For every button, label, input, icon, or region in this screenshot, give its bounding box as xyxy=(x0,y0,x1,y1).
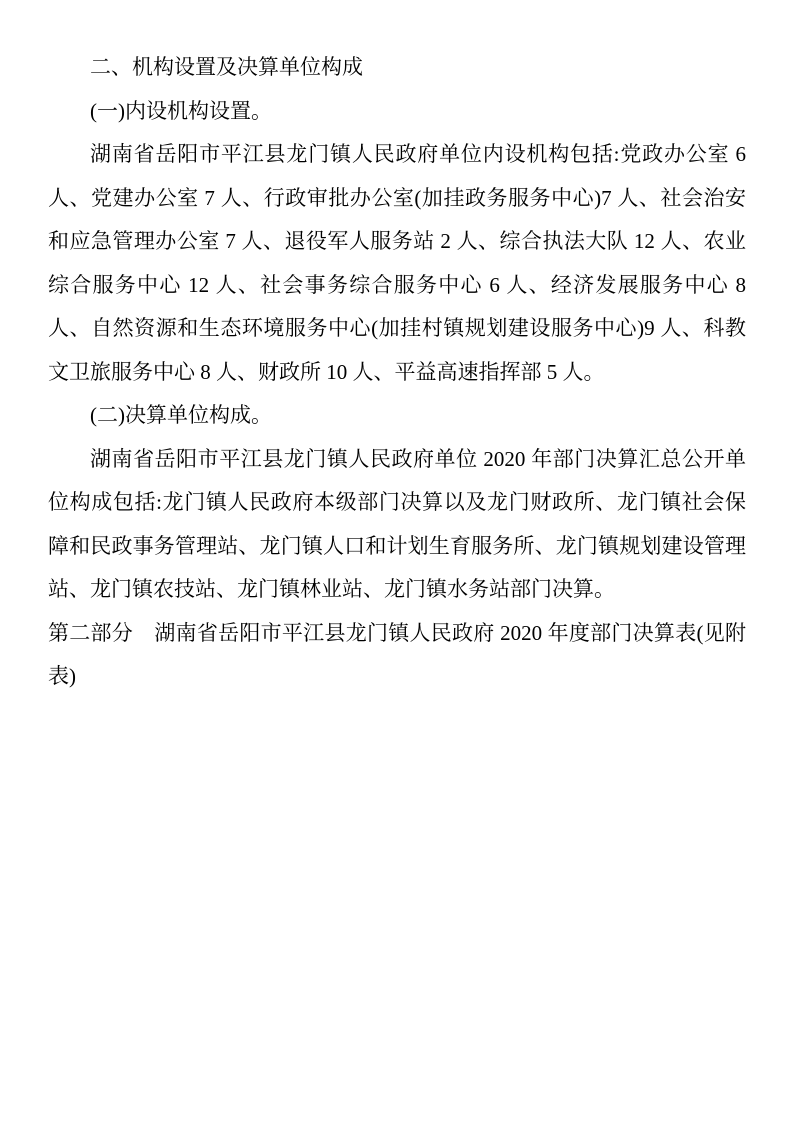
subsection-heading-1: (一)内设机构设置。 xyxy=(90,98,272,123)
part-two-heading: 第二部分 湖南省岳阳市平江县龙门镇人民政府 2020 年度部门决算表(见附表) xyxy=(48,620,746,688)
body-paragraph-2: 湖南省岳阳市平江县龙门镇人民政府单位 2020 年部门决算汇总公开单位构成包括:龙门镇人民政府本级部门决算以及龙门财政所、龙门镇社会保障和民政事务管理站、龙门镇人口和计划生育服务所、龙门镇规划建设管理站、龙门镇农技站、龙门镇林业站、龙门镇水务站部门决算。 xyxy=(48,446,746,601)
section-heading: 二、机构设置及决算单位构成 xyxy=(90,55,363,79)
subsection-heading-2: (二)决算单位构成。 xyxy=(90,403,272,427)
body-paragraph-1: 湖南省岳阳市平江县龙门镇人民政府单位内设机构包括:党政办公室 6 人、党建办公室 7 人、行政审批办公室(加挂政务服务中心)7 人、社会治安和应急管理办公室 7 人、退役军人服务站 2 人、综合执法大队 12 人、农业综合服务中心 12 人、社会事务综合服务中心 6 人、经济发展服务中心 8 人、自然资源和生态环境服务中心(加挂村镇规划建设服务中心)9 人、科教文卫旅服务中心 8 人、财政所 10 人、平益高速指挥部 5 人。 xyxy=(48,142,746,384)
